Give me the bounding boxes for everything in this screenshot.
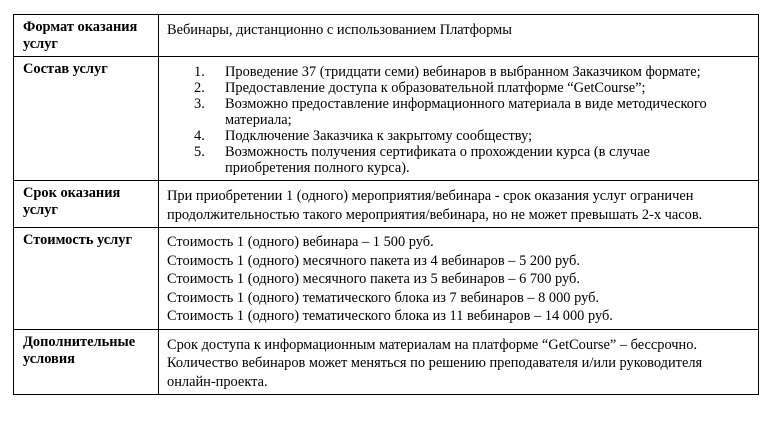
services-table bbox=[13, 14, 759, 395]
price-line: Стоимость 1 (одного) тематического блока из 11 вебинаров – 14 000 руб. bbox=[167, 308, 613, 324]
price-line: Стоимость 1 (одного) месячного пакета из 5 вебинаров – 6 700 руб. bbox=[167, 271, 580, 287]
format-value: Вебинары, дистанционно с использованием Платформы bbox=[159, 15, 759, 57]
table-row-extra bbox=[14, 329, 759, 395]
list-item: Возможно предоставление информационного материала в виде методического материала; bbox=[225, 96, 707, 128]
list-item: Проведение 37 (тридцати семи) вебинаров в выбранном Заказчиком формате; bbox=[225, 64, 701, 80]
price-line: Стоимость 1 (одного) тематического блока из 7 вебинаров – 8 000 руб. bbox=[167, 289, 600, 306]
term-value bbox=[159, 181, 759, 228]
term-label: Срок оказания услуг bbox=[14, 181, 159, 228]
list-item: Предоставление доступа к образовательной платформе “GetCourse”; bbox=[225, 80, 646, 96]
composition-label: Состав услуг bbox=[14, 57, 159, 181]
table-row-term bbox=[14, 181, 759, 228]
price-line: Стоимость 1 (одного) месячного пакета из 4 вебинаров – 5 200 руб. bbox=[167, 252, 580, 269]
price-value bbox=[159, 228, 759, 330]
price-label: Стоимость услуг bbox=[14, 228, 159, 330]
services-list bbox=[167, 64, 752, 176]
extra-text: Срок доступа к информационным материалам на платформе “GetCourse” – бессрочно. Количество вебинаров может меняться по решению преподавателя и/или руководителя онлайн-проекта. bbox=[167, 336, 703, 390]
extra-value bbox=[159, 329, 759, 395]
composition-value bbox=[159, 57, 759, 181]
table-row-format bbox=[14, 15, 759, 57]
price-line: Стоимость 1 (одного) вебинара – 1 500 руб. bbox=[167, 234, 434, 250]
term-text: При приобретении 1 (одного) мероприятия/вебинара - срок оказания услуг ограничен продолжительностью такого мероприятия/вебинара, но не может превышать 2-х часов. bbox=[167, 188, 703, 223]
extra-label: Дополнительные условия bbox=[14, 329, 159, 395]
format-label: Формат оказания услуг bbox=[14, 15, 159, 57]
list-item: Подключение Заказчика к закрытому сообществу; bbox=[225, 128, 533, 144]
list-item: Возможность получения сертификата о прохождении курса (в случае приобретения полного курса). bbox=[225, 144, 650, 176]
table-row-price bbox=[14, 228, 759, 330]
table-row-composition bbox=[14, 57, 759, 181]
